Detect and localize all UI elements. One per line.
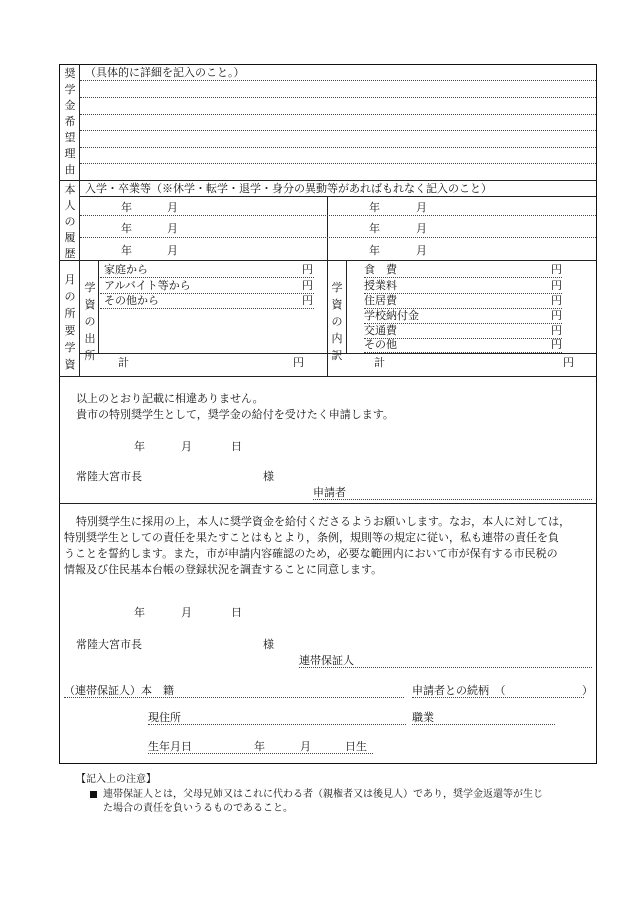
guarantor-sama: 様 <box>263 638 274 651</box>
declaration-mayor: 常陸大宮市長 <box>76 470 142 483</box>
applicant-label: 申請者 <box>313 486 346 499</box>
breakdown-yen-2: 円 <box>551 279 562 292</box>
history-year-2: 年 <box>121 222 132 235</box>
history-year-1: 年 <box>121 201 132 214</box>
history-month-6: 月 <box>416 244 427 257</box>
breakdown-yen-1: 円 <box>551 263 562 276</box>
funds-source-label: 学資の出所 <box>84 281 96 362</box>
breakdown-item-2: 授業料 <box>364 279 397 292</box>
source-total-yen: 円 <box>293 356 304 369</box>
section-divider <box>59 180 597 181</box>
address-label: 現住所 <box>148 711 181 724</box>
guarantor-paragraph-line-2: 特別奨学生としての責任を果たすことはもとより，条例，規則等の規定に従い，私も連帯の責任を負 <box>64 531 559 544</box>
source-yen-2: 円 <box>302 279 313 292</box>
guarantor-day: 日 <box>231 606 242 619</box>
guarantor-mayor: 常陸大宮市長 <box>76 638 142 651</box>
declaration-line-1: 以上のとおり記載に相違ありません。 <box>76 392 264 405</box>
honseki-label: （連帯保証人）本 籍 <box>64 684 174 697</box>
source-item-1: 家庭から <box>104 263 148 276</box>
history-month-3: 月 <box>167 244 178 257</box>
declaration-month: 月 <box>181 440 192 453</box>
breakdown-item-1: 食 費 <box>364 263 397 276</box>
breakdown-item-3: 住居費 <box>364 294 397 307</box>
notes-line-2: た場合の責任を負いうるものであること。 <box>103 803 293 814</box>
history-header: 入学・卒業等（※休学・転学・退学・身分の異動等があればもれなく記入のこと） <box>85 182 492 195</box>
square-bullet-icon <box>90 791 97 798</box>
job-label: 職業 <box>412 711 434 724</box>
guarantor-year: 年 <box>134 606 145 619</box>
history-month-4: 月 <box>416 201 427 214</box>
guarantor-paragraph-line-4: 情報及び住民基本台帳の登録状況を調査することに同意します。 <box>64 563 383 576</box>
reason-side-label: 奨学金希望理由 <box>64 67 76 176</box>
relation-label: 申請者との続柄 （ <box>412 684 506 697</box>
history-side-label: 本人の履歴 <box>64 183 76 260</box>
notes-title: 【記入上の注意】 <box>76 774 156 785</box>
declaration-year: 年 <box>134 440 145 453</box>
history-year-3: 年 <box>121 244 132 257</box>
breakdown-item-5: 交通費 <box>364 324 397 337</box>
breakdown-total-label: 計 <box>374 356 385 369</box>
source-yen-1: 円 <box>302 263 313 276</box>
history-year-4: 年 <box>369 201 380 214</box>
history-month-2: 月 <box>167 222 178 235</box>
funds-side-label: 月の所要学資 <box>64 273 76 371</box>
breakdown-total-yen: 円 <box>563 356 574 369</box>
source-item-2: アルバイト等から <box>104 279 191 292</box>
relation-close: ） <box>582 684 593 697</box>
breakdown-item-6: その他 <box>364 338 397 351</box>
guarantor-month: 月 <box>181 606 192 619</box>
history-year-5: 年 <box>369 222 380 235</box>
reason-instruction: （具体的に詳細を記入のこと。） <box>85 66 245 79</box>
breakdown-yen-6: 円 <box>551 338 562 351</box>
breakdown-yen-5: 円 <box>551 324 562 337</box>
guarantor-paragraph-line-1: 特別奨学生に採用の上，本人に奨学資金を給付くださるようお願いします。なお，本人に対しては， <box>76 515 571 528</box>
breakdown-item-4: 学校納付金 <box>364 309 419 322</box>
birth-year: 年 <box>254 740 265 753</box>
breakdown-yen-4: 円 <box>551 309 562 322</box>
source-item-3: その他から <box>104 294 159 307</box>
declaration-day: 日 <box>231 440 242 453</box>
birth-month: 月 <box>300 740 311 753</box>
breakdown-yen-3: 円 <box>551 294 562 307</box>
history-month-1: 月 <box>167 201 178 214</box>
declaration-sama: 様 <box>263 470 274 483</box>
source-total-label: 計 <box>118 356 129 369</box>
source-yen-3: 円 <box>302 294 313 307</box>
funds-breakdown-label: 学資の内訳 <box>331 281 343 362</box>
guarantor-paragraph-line-3: うことを誓約します。また，市が申請内容確認のため，必要な範囲内において市が保有する市民税の <box>64 547 558 560</box>
declaration-line-2: 貴市の特別奨学生として，奨学金の給付を受けたく申請します。 <box>76 408 394 421</box>
notes-line-1: 連帯保証人とは，父母兄姉又はこれに代わる者（親権者又は後見人）であり，奨学金返還等が生じ <box>90 790 543 800</box>
history-month-5: 月 <box>416 222 427 235</box>
birth-day: 日生 <box>345 740 367 753</box>
history-year-6: 年 <box>369 244 380 257</box>
guarantor-signer-label: 連帯保証人 <box>299 654 354 667</box>
birth-label: 生年月日 <box>148 740 192 753</box>
